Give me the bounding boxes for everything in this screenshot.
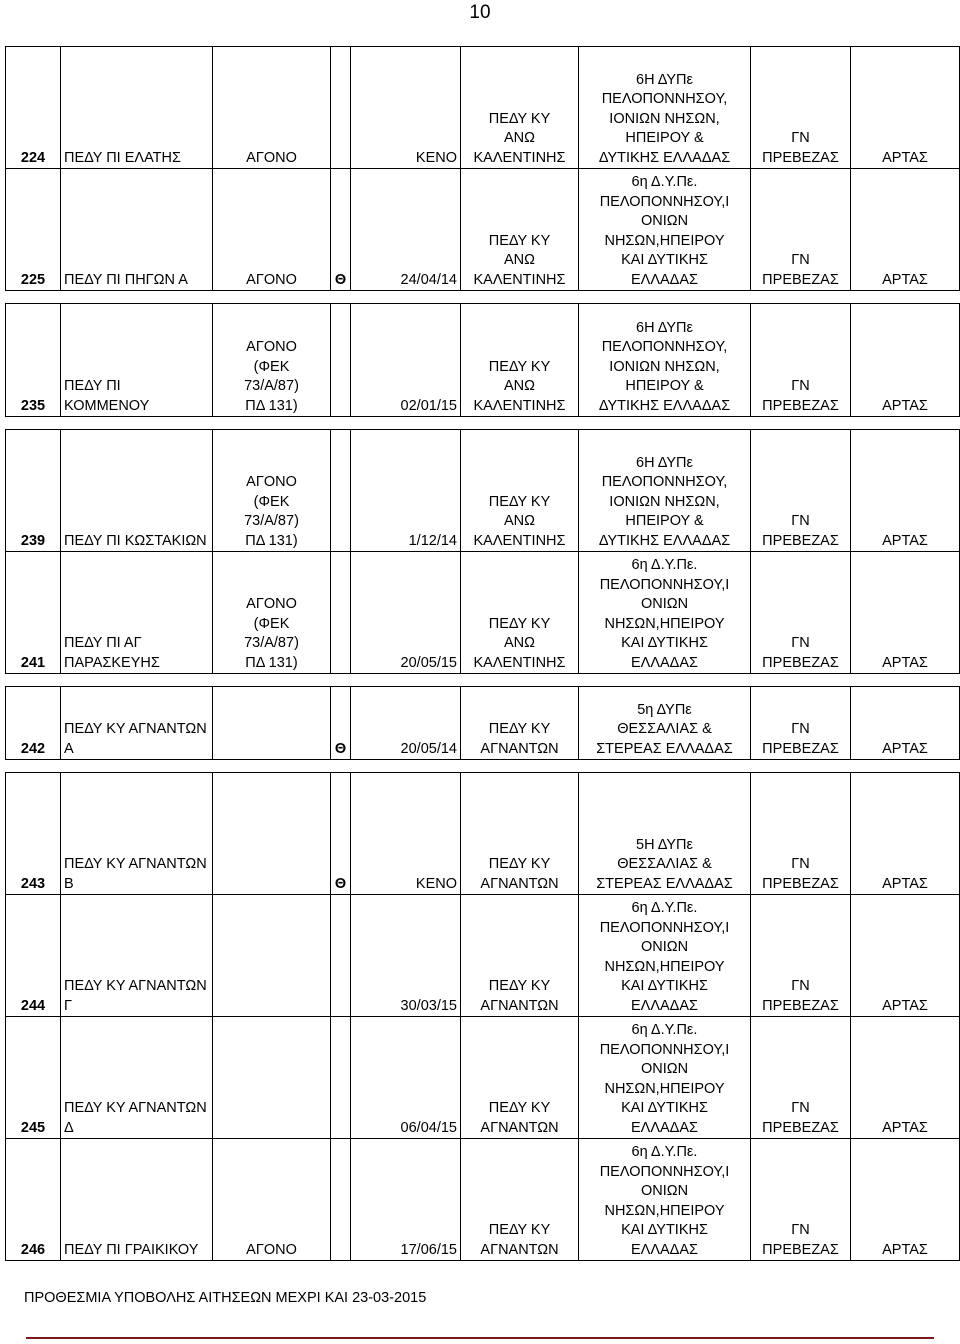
- hospital-cell: [751, 687, 851, 760]
- health-unit-cell: [461, 895, 579, 1017]
- city-cell: [851, 895, 960, 1017]
- status-cell: [213, 687, 331, 760]
- row-number-cell: [6, 169, 61, 291]
- hospital: ΓΝ ΠΡΕΒΕΖΑΣ: [762, 1222, 839, 1258]
- row-number-cell: [6, 552, 61, 674]
- row-number-cell: [6, 47, 61, 169]
- date: 17/06/15: [400, 1241, 457, 1258]
- table-row: [6, 47, 960, 169]
- table-row: [6, 687, 960, 760]
- position-name: ΠΕΔΥ ΠΙ ΠΗΓΩΝ Α: [64, 271, 188, 288]
- hospital: ΓΝ ΠΡΕΒΕΖΑΣ: [762, 635, 839, 671]
- table-row: [6, 1139, 960, 1261]
- row-number-cell: [6, 895, 61, 1017]
- health-unit-cell: [461, 773, 579, 895]
- row-number-cell: [6, 430, 61, 552]
- health-region-cell: [579, 552, 751, 674]
- date-cell: [351, 895, 461, 1017]
- status-cell: [213, 304, 331, 417]
- table-row: [6, 1017, 960, 1139]
- city: ΑΡΤΑΣ: [882, 1241, 928, 1258]
- hospital: ΓΝ ΠΡΕΒΕΖΑΣ: [762, 721, 839, 757]
- health-region: 5η ΔΥΠε ΘΕΣΣΑΛΙΑΣ & ΣΤΕΡΕΑΣ ΕΛΛΑΔΑΣ: [596, 701, 733, 757]
- hospital-cell: [751, 430, 851, 552]
- date: 30/03/15: [400, 997, 457, 1014]
- table-row: [6, 430, 960, 552]
- category-cell: [331, 687, 351, 760]
- status: ΑΓΟΝΟ: [246, 1241, 297, 1258]
- health-unit-cell: [461, 1017, 579, 1139]
- row-number: 225: [20, 271, 46, 288]
- health-region-cell: [579, 47, 751, 169]
- category-cell: [331, 552, 351, 674]
- table-row: [6, 895, 960, 1017]
- health-region-cell: [579, 304, 751, 417]
- date: ΚΕΝΟ: [415, 875, 457, 892]
- hospital-cell: [751, 773, 851, 895]
- city: ΑΡΤΑΣ: [882, 271, 928, 288]
- city-cell: [851, 1139, 960, 1261]
- health-unit: ΠΕΔΥ ΚΥ ΑΓΝΑΝΤΩΝ: [480, 978, 559, 1014]
- position-name-cell: [61, 1139, 213, 1261]
- health-unit: ΠΕΔΥ ΚΥ ΑΝΩ ΚΑΛΕΝΤΙΝΗΣ: [473, 615, 566, 671]
- position-name-cell: [61, 169, 213, 291]
- city-cell: [851, 430, 960, 552]
- hospital: ΓΝ ΠΡΕΒΕΖΑΣ: [762, 130, 839, 166]
- table-row: [6, 773, 960, 895]
- category-cell: [331, 47, 351, 169]
- health-unit-cell: [461, 1139, 579, 1261]
- row-number-cell: [6, 773, 61, 895]
- city-cell: [851, 304, 960, 417]
- health-unit: ΠΕΔΥ ΚΥ ΑΝΩ ΚΑΛΕΝΤΙΝΗΣ: [473, 110, 566, 166]
- health-region-cell: [579, 773, 751, 895]
- category-cell: [331, 169, 351, 291]
- hospital-cell: [751, 552, 851, 674]
- health-region-cell: [579, 895, 751, 1017]
- date-cell: [351, 430, 461, 552]
- position-name-cell: [61, 304, 213, 417]
- position-name-cell: [61, 1017, 213, 1139]
- date: 20/05/15: [400, 654, 457, 671]
- city-cell: [851, 1017, 960, 1139]
- position-name: ΠΕΔΥ ΚΥ ΑΓΝΑΝΤΩΝ Α: [64, 721, 207, 757]
- hospital-cell: [751, 304, 851, 417]
- row-number-cell: [6, 304, 61, 417]
- health-region: 6η Δ.Υ.Πε. ΠΕΛΟΠΟΝΝΗΣΟΥ,Ι ΟΝΙΩΝ ΝΗΣΩΝ,ΗΠΕΙΡΟΥ ΚΑΙ ΔΥΤΙΚΗΣ ΕΛΛΑΔΑΣ: [599, 174, 730, 288]
- date-cell: [351, 687, 461, 760]
- health-region-cell: [579, 169, 751, 291]
- row-gap-cell: [6, 291, 960, 304]
- date-cell: [351, 304, 461, 417]
- date-cell: [351, 552, 461, 674]
- health-unit: ΠΕΔΥ ΚΥ ΑΓΝΑΝΤΩΝ: [480, 721, 559, 757]
- city-cell: [851, 773, 960, 895]
- city: ΑΡΤΑΣ: [882, 875, 928, 892]
- hospital: ΓΝ ΠΡΕΒΕΖΑΣ: [762, 978, 839, 1014]
- health-region-cell: [579, 430, 751, 552]
- health-region: 6η Δ.Υ.Πε. ΠΕΛΟΠΟΝΝΗΣΟΥ,Ι ΟΝΙΩΝ ΝΗΣΩΝ,ΗΠΕΙΡΟΥ ΚΑΙ ΔΥΤΙΚΗΣ ΕΛΛΑΔΑΣ: [599, 1022, 730, 1136]
- health-region-cell: [579, 1017, 751, 1139]
- position-name: ΠΕΔΥ ΠΙ ΑΓ ΠΑΡΑΣΚΕΥΗΣ: [64, 635, 160, 671]
- status: ΑΓΟΝΟ (ΦΕΚ 73/Α/87) ΠΔ 131): [244, 474, 299, 549]
- city-cell: [851, 169, 960, 291]
- footer-deadline: ΠΡΟΘΕΣΜΙΑ ΥΠΟΒΟΛΗΣ ΑΙΤΗΣΕΩΝ ΜΕΧΡΙ ΚΑΙ 23-03-2015: [24, 1290, 427, 1306]
- category-cell: [331, 895, 351, 1017]
- row-number: 224: [20, 149, 46, 166]
- category-cell: [331, 773, 351, 895]
- row-number: 242: [20, 740, 46, 757]
- city-cell: [851, 687, 960, 760]
- city: ΑΡΤΑΣ: [882, 1119, 928, 1136]
- status-cell: [213, 552, 331, 674]
- position-name-cell: [61, 47, 213, 169]
- city-cell: [851, 552, 960, 674]
- row-gap: [6, 417, 960, 430]
- position-name-cell: [61, 687, 213, 760]
- date-cell: [351, 1139, 461, 1261]
- health-region: 6Η ΔΥΠε ΠΕΛΟΠΟΝΝΗΣΟΥ, ΙΟΝΙΩΝ ΝΗΣΩΝ, ΗΠΕΙΡΟΥ & ΔΥΤΙΚΗΣ ΕΛΛΑΔΑΣ: [598, 454, 731, 549]
- date: ΚΕΝΟ: [415, 149, 457, 166]
- health-region: 6Η ΔΥΠε ΠΕΛΟΠΟΝΝΗΣΟΥ, ΙΟΝΙΩΝ ΝΗΣΩΝ, ΗΠΕΙΡΟΥ & ΔΥΤΙΚΗΣ ΕΛΛΑΔΑΣ: [598, 71, 731, 166]
- date-cell: [351, 169, 461, 291]
- category-cell: [331, 1017, 351, 1139]
- date: 1/12/14: [408, 532, 457, 549]
- status: ΑΓΟΝΟ: [246, 149, 297, 166]
- status-cell: [213, 169, 331, 291]
- status: ΑΓΟΝΟ (ΦΕΚ 73/Α/87) ΠΔ 131): [244, 596, 299, 671]
- status-cell: [213, 430, 331, 552]
- health-region: 5Η ΔΥΠε ΘΕΣΣΑΛΙΑΣ & ΣΤΕΡΕΑΣ ΕΛΛΑΔΑΣ: [596, 836, 733, 892]
- row-gap-cell: [6, 760, 960, 773]
- position-name-cell: [61, 895, 213, 1017]
- health-region: 6η Δ.Υ.Πε. ΠΕΛΟΠΟΝΝΗΣΟΥ,Ι ΟΝΙΩΝ ΝΗΣΩΝ,ΗΠΕΙΡΟΥ ΚΑΙ ΔΥΤΙΚΗΣ ΕΛΛΑΔΑΣ: [599, 1144, 730, 1258]
- row-number-cell: [6, 687, 61, 760]
- hospital-cell: [751, 169, 851, 291]
- date: 06/04/15: [400, 1119, 457, 1136]
- date-cell: [351, 773, 461, 895]
- row-gap: [6, 674, 960, 687]
- hospital: ΓΝ ΠΡΕΒΕΖΑΣ: [762, 252, 839, 288]
- footer-divider: [26, 1337, 934, 1339]
- row-gap-cell: [6, 674, 960, 687]
- status-cell: [213, 47, 331, 169]
- health-region-cell: [579, 687, 751, 760]
- health-region: 6η Δ.Υ.Πε. ΠΕΛΟΠΟΝΝΗΣΟΥ,Ι ΟΝΙΩΝ ΝΗΣΩΝ,ΗΠΕΙΡΟΥ ΚΑΙ ΔΥΤΙΚΗΣ ΕΛΛΑΔΑΣ: [599, 900, 730, 1014]
- health-unit-cell: [461, 304, 579, 417]
- category: Θ: [334, 875, 347, 892]
- category: Θ: [334, 740, 347, 757]
- city: ΑΡΤΑΣ: [882, 532, 928, 549]
- city-cell: [851, 47, 960, 169]
- health-unit-cell: [461, 552, 579, 674]
- city: ΑΡΤΑΣ: [882, 397, 928, 414]
- health-unit: ΠΕΔΥ ΚΥ ΑΓΝΑΝΤΩΝ: [480, 1100, 559, 1136]
- health-unit: ΠΕΔΥ ΚΥ ΑΓΝΑΝΤΩΝ: [480, 856, 559, 892]
- date: 20/05/14: [400, 740, 457, 757]
- date: 02/01/15: [400, 397, 457, 414]
- status-cell: [213, 773, 331, 895]
- hospital: ΓΝ ΠΡΕΒΕΖΑΣ: [762, 856, 839, 892]
- row-number: 235: [20, 397, 46, 414]
- hospital: ΓΝ ΠΡΕΒΕΖΑΣ: [762, 513, 839, 549]
- status-cell: [213, 895, 331, 1017]
- date-cell: [351, 1017, 461, 1139]
- position-name: ΠΕΔΥ ΠΙ ΚΟΜΜΕΝΟΥ: [64, 378, 150, 414]
- category-cell: [331, 1139, 351, 1261]
- row-number: 239: [20, 532, 46, 549]
- city: ΑΡΤΑΣ: [882, 654, 928, 671]
- positions-table: [5, 46, 960, 1261]
- category-cell: [331, 304, 351, 417]
- hospital-cell: [751, 895, 851, 1017]
- row-number-cell: [6, 1139, 61, 1261]
- table-row: [6, 169, 960, 291]
- status: ΑΓΟΝΟ (ΦΕΚ 73/Α/87) ΠΔ 131): [244, 339, 299, 414]
- health-region: 6η Δ.Υ.Πε. ΠΕΛΟΠΟΝΝΗΣΟΥ,Ι ΟΝΙΩΝ ΝΗΣΩΝ,ΗΠΕΙΡΟΥ ΚΑΙ ΔΥΤΙΚΗΣ ΕΛΛΑΔΑΣ: [599, 557, 730, 671]
- page-number: 10: [469, 2, 491, 23]
- position-name: ΠΕΔΥ ΠΙ ΓΡΑΙΚΙΚΟΥ: [64, 1241, 199, 1258]
- hospital: ΓΝ ΠΡΕΒΕΖΑΣ: [762, 378, 839, 414]
- row-number: 241: [20, 654, 46, 671]
- row-gap-cell: [6, 417, 960, 430]
- hospital-cell: [751, 47, 851, 169]
- health-unit-cell: [461, 169, 579, 291]
- health-unit-cell: [461, 47, 579, 169]
- position-name-cell: [61, 430, 213, 552]
- health-unit: ΠΕΔΥ ΚΥ ΑΓΝΑΝΤΩΝ: [480, 1222, 559, 1258]
- row-number: 243: [20, 875, 46, 892]
- health-unit: ΠΕΔΥ ΚΥ ΑΝΩ ΚΑΛΕΝΤΙΝΗΣ: [473, 493, 566, 549]
- row-number-cell: [6, 1017, 61, 1139]
- row-number: 245: [20, 1119, 46, 1136]
- city: ΑΡΤΑΣ: [882, 149, 928, 166]
- row-number: 244: [20, 997, 46, 1014]
- category: Θ: [334, 271, 347, 288]
- city: ΑΡΤΑΣ: [882, 997, 928, 1014]
- position-name: ΠΕΔΥ ΠΙ ΚΩΣΤΑΚΙΩΝ: [64, 532, 207, 549]
- health-unit-cell: [461, 687, 579, 760]
- city: ΑΡΤΑΣ: [882, 740, 928, 757]
- date: 24/04/14: [400, 271, 457, 288]
- status-cell: [213, 1139, 331, 1261]
- health-unit-cell: [461, 430, 579, 552]
- position-name: ΠΕΔΥ ΠΙ ΕΛΑΤΗΣ: [64, 149, 181, 166]
- position-name-cell: [61, 773, 213, 895]
- table-row: [6, 552, 960, 674]
- status: ΑΓΟΝΟ: [246, 271, 297, 288]
- hospital-cell: [751, 1017, 851, 1139]
- date-cell: [351, 47, 461, 169]
- category-cell: [331, 430, 351, 552]
- table-row: [6, 304, 960, 417]
- row-number: 246: [20, 1241, 46, 1258]
- health-unit: ΠΕΔΥ ΚΥ ΑΝΩ ΚΑΛΕΝΤΙΝΗΣ: [473, 232, 566, 288]
- health-region-cell: [579, 1139, 751, 1261]
- row-gap: [6, 291, 960, 304]
- position-name: ΠΕΔΥ ΚΥ ΑΓΝΑΝΤΩΝ Δ: [64, 1100, 207, 1136]
- position-name: ΠΕΔΥ ΚΥ ΑΓΝΑΝΤΩΝ Β: [64, 856, 207, 892]
- row-gap: [6, 760, 960, 773]
- hospital: ΓΝ ΠΡΕΒΕΖΑΣ: [762, 1100, 839, 1136]
- health-unit: ΠΕΔΥ ΚΥ ΑΝΩ ΚΑΛΕΝΤΙΝΗΣ: [473, 358, 566, 414]
- hospital-cell: [751, 1139, 851, 1261]
- position-name: ΠΕΔΥ ΚΥ ΑΓΝΑΝΤΩΝ Γ: [64, 978, 207, 1014]
- status-cell: [213, 1017, 331, 1139]
- position-name-cell: [61, 552, 213, 674]
- health-region: 6Η ΔΥΠε ΠΕΛΟΠΟΝΝΗΣΟΥ, ΙΟΝΙΩΝ ΝΗΣΩΝ, ΗΠΕΙΡΟΥ & ΔΥΤΙΚΗΣ ΕΛΛΑΔΑΣ: [598, 319, 731, 414]
